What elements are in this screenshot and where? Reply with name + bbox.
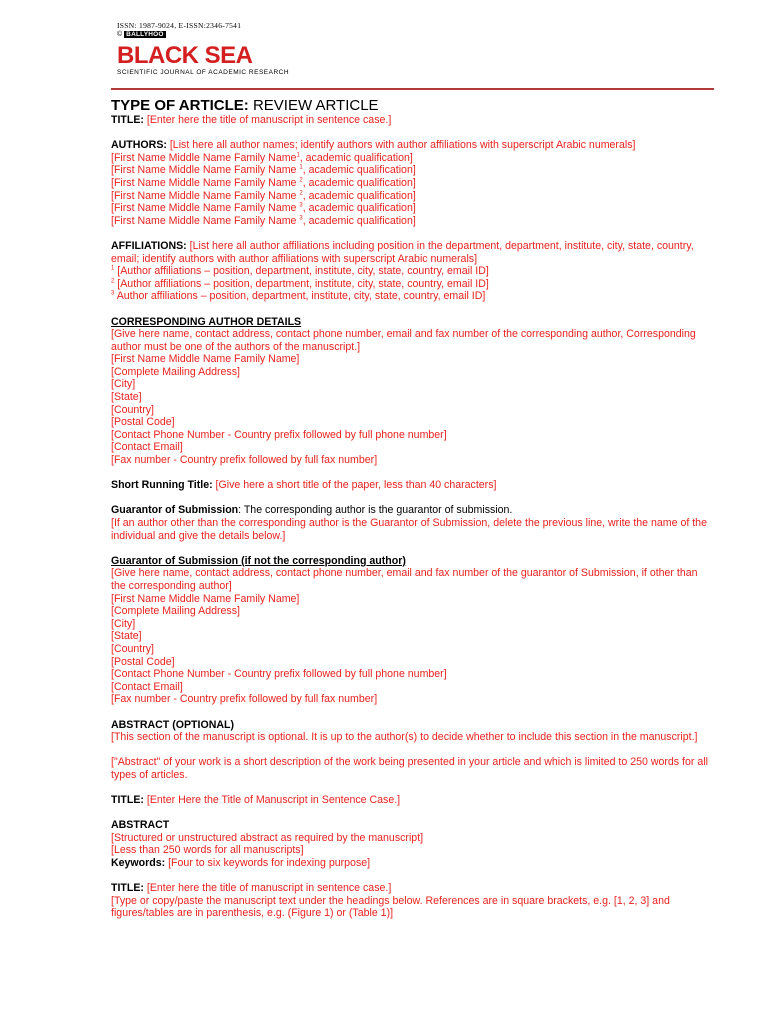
corresponding-detail-line: [Complete Mailing Address] xyxy=(111,365,240,378)
guarantor2-detail-line: [Country] xyxy=(111,642,154,655)
abstract-optional-text: [This section of the manuscript is optional. It is up to the author(s) to decide whether to include this section in the manuscript.] xyxy=(111,731,698,744)
guarantor2-details xyxy=(111,567,714,706)
title2-value: [Enter Here the Title of Manuscript in Sentence Case.] xyxy=(143,794,401,807)
guarantor2-heading: Guarantor of Submission (if not the corresponding author) xyxy=(111,554,406,567)
guarantor2-detail-line: [Complete Mailing Address] xyxy=(111,605,240,618)
corresponding-heading: CORRESPONDING AUTHOR DETAILS xyxy=(111,315,302,328)
author-line xyxy=(111,202,714,215)
journal-logo: BLACK SEA xyxy=(117,42,253,69)
document-body xyxy=(111,97,714,920)
title-value: [Enter here the title of manuscript in sentence case.] xyxy=(143,114,392,126)
author-superscript: 3 xyxy=(299,215,303,222)
affiliation-superscript: 2 xyxy=(111,278,115,285)
author-name: [First Name Middle Name Family Name xyxy=(111,189,300,202)
title3-line xyxy=(111,882,714,895)
authors-line xyxy=(111,139,714,152)
guarantor-label: Guarantor of Submission xyxy=(111,504,239,517)
title-line xyxy=(111,114,714,127)
keywords-label: Keywords: xyxy=(111,857,166,870)
author-line xyxy=(111,190,714,203)
author-name: [First Name Middle Name Family Name xyxy=(111,176,300,189)
guarantor2-detail-line: [Give here name, contact address, contact phone number, email and fax number of the guarantor of Submission, if other than the corresponding author] xyxy=(111,567,698,592)
authors-intro: [List here all author names; identify authors with author affiliations with superscript Arabic numerals] xyxy=(166,139,636,152)
running-title-line xyxy=(111,479,714,492)
corresponding-detail-line: [City] xyxy=(111,378,136,391)
author-line xyxy=(111,177,714,190)
journal-subtitle: SCIENTIFIC JOURNAL OF ACADEMIC RESEARCH xyxy=(117,69,290,76)
affiliations-intro: [List here all author affiliations including position in the department, department, institute, city, state, country, email; identify authors with author affiliations with superscript Arabic numerals] xyxy=(111,239,694,265)
corresponding-detail-line: [State] xyxy=(111,391,142,404)
title-label: TITLE: xyxy=(111,114,144,126)
affiliation-text: Author affiliations – position, department, institute, city, state, country, email ID] xyxy=(114,290,486,303)
guarantor2-detail-line: [Contact Phone Number - Country prefix followed by full phone number] xyxy=(111,668,447,681)
corresponding-detail-line: [First Name Middle Name Family Name] xyxy=(111,353,300,366)
guarantor2-detail-line: [Contact Email] xyxy=(111,680,183,693)
publisher-name: BALLYHOO xyxy=(126,31,164,38)
guarantor2-detail-line: [Fax number - Country prefix followed by full fax number] xyxy=(111,693,378,706)
author-qualification: , academic qualification] xyxy=(302,176,416,189)
corresponding-detail-line: [Give here name, contact address, contact phone number, email and fax number of the corresponding author, Corresponding author must be one of the authors of the manuscript.] xyxy=(111,328,696,353)
header-divider xyxy=(111,88,714,90)
affiliation-line xyxy=(111,290,714,303)
abstract-line: [Less than 250 words for all manuscripts] xyxy=(111,844,304,857)
affiliations-label: AFFILIATIONS: xyxy=(111,239,187,252)
affiliation-line xyxy=(111,265,714,278)
author-line xyxy=(111,152,714,165)
author-name: [First Name Middle Name Family Name xyxy=(111,164,300,177)
abstract-heading: ABSTRACT xyxy=(111,819,170,832)
guarantor2-detail-line: [City] xyxy=(111,617,136,630)
author-line xyxy=(111,164,714,177)
author-line xyxy=(111,215,714,228)
corresponding-detail-line: [Postal Code] xyxy=(111,416,175,429)
affiliation-superscript: 3 xyxy=(111,290,115,297)
author-qualification: , academic qualification] xyxy=(299,151,413,164)
running-title-label: Short Running Title: xyxy=(111,479,213,492)
keywords-line xyxy=(111,857,714,870)
article-type xyxy=(111,97,714,114)
title2-label: TITLE: xyxy=(111,794,144,807)
affiliation-text: [Author affiliations – position, department, institute, city, state, country, email ID] xyxy=(114,265,489,278)
issn-line: ISSN: 1987-9024, E-ISSN:2346-7541 xyxy=(117,21,242,30)
author-superscript: 2 xyxy=(299,177,303,184)
guarantor2-detail-line: [Postal Code] xyxy=(111,655,175,668)
corresponding-detail-line: [Country] xyxy=(111,403,154,416)
author-list xyxy=(111,152,714,228)
article-type-value: REVIEW ARTICLE xyxy=(248,97,379,114)
running-title-value: [Give here a short title of the paper, less than 40 characters] xyxy=(212,479,497,492)
body-instruction: [Type or copy/paste the manuscript text under the headings below. References are in square brackets, e.g. [1, 2, 3] and figures/tables are in parenthesis, e.g. (Figure 1) or (Table 1)] xyxy=(111,894,670,920)
author-superscript: 3 xyxy=(299,202,303,209)
guarantor2-detail-line: [State] xyxy=(111,630,142,643)
abstract-details xyxy=(111,832,714,857)
abstract-optional-heading: ABSTRACT (OPTIONAL) xyxy=(111,718,234,731)
author-qualification: , academic qualification] xyxy=(302,214,416,227)
abstract-optional-desc: ["Abstract" of your work is a short description of the work being presented in your article and which is limited to 250 words for all types of articles. xyxy=(111,756,708,781)
affiliations-paragraph xyxy=(111,240,714,265)
author-superscript: 1 xyxy=(296,152,300,159)
journal-header xyxy=(117,18,717,88)
corresponding-detail-line: [Fax number - Country prefix followed by full fax number] xyxy=(111,454,378,467)
corresponding-details xyxy=(111,328,714,467)
authors-label: AUTHORS: xyxy=(111,139,167,152)
copyright-mark: © xyxy=(117,31,123,38)
affiliation-superscript: 1 xyxy=(111,265,115,272)
affiliation-list xyxy=(111,265,714,303)
author-qualification: , academic qualification] xyxy=(302,164,416,177)
corresponding-detail-line: [Contact Email] xyxy=(111,441,183,454)
author-qualification: , academic qualification] xyxy=(302,202,416,215)
author-superscript: 1 xyxy=(299,164,303,171)
affiliation-text: [Author affiliations – position, department, institute, city, state, country, email ID] xyxy=(114,277,489,290)
author-name: [First Name Middle Name Family Name xyxy=(111,202,300,215)
guarantor-text: : The corresponding author is the guarantor of submission. xyxy=(238,504,513,517)
corresponding-detail-line: [Contact Phone Number - Country prefix followed by full phone number] xyxy=(111,428,447,441)
author-superscript: 2 xyxy=(299,190,303,197)
affiliation-line xyxy=(111,278,714,291)
keywords-value: [Four to six keywords for indexing purpose] xyxy=(165,857,371,870)
author-qualification: , academic qualification] xyxy=(302,189,416,202)
title3-label: TITLE: xyxy=(111,882,144,895)
guarantor2-detail-line: [First Name Middle Name Family Name] xyxy=(111,592,300,605)
abstract-line: [Structured or unstructured abstract as required by the manuscript] xyxy=(111,831,424,844)
title2-line xyxy=(111,794,714,807)
guarantor-note: [If an author other than the corresponding author is the Guarantor of Submission, delete the previous line, write the name of the individual and give the details below.] xyxy=(111,517,707,542)
title3-value: [Enter here the title of manuscript in sentence case.] xyxy=(143,882,392,895)
author-name: [First Name Middle Name Family Name xyxy=(111,214,300,227)
guarantor-line xyxy=(111,504,714,517)
article-type-label: TYPE OF ARTICLE: xyxy=(111,97,249,114)
author-name: [First Name Middle Name Family Name xyxy=(111,151,297,164)
publisher-line xyxy=(117,31,166,38)
